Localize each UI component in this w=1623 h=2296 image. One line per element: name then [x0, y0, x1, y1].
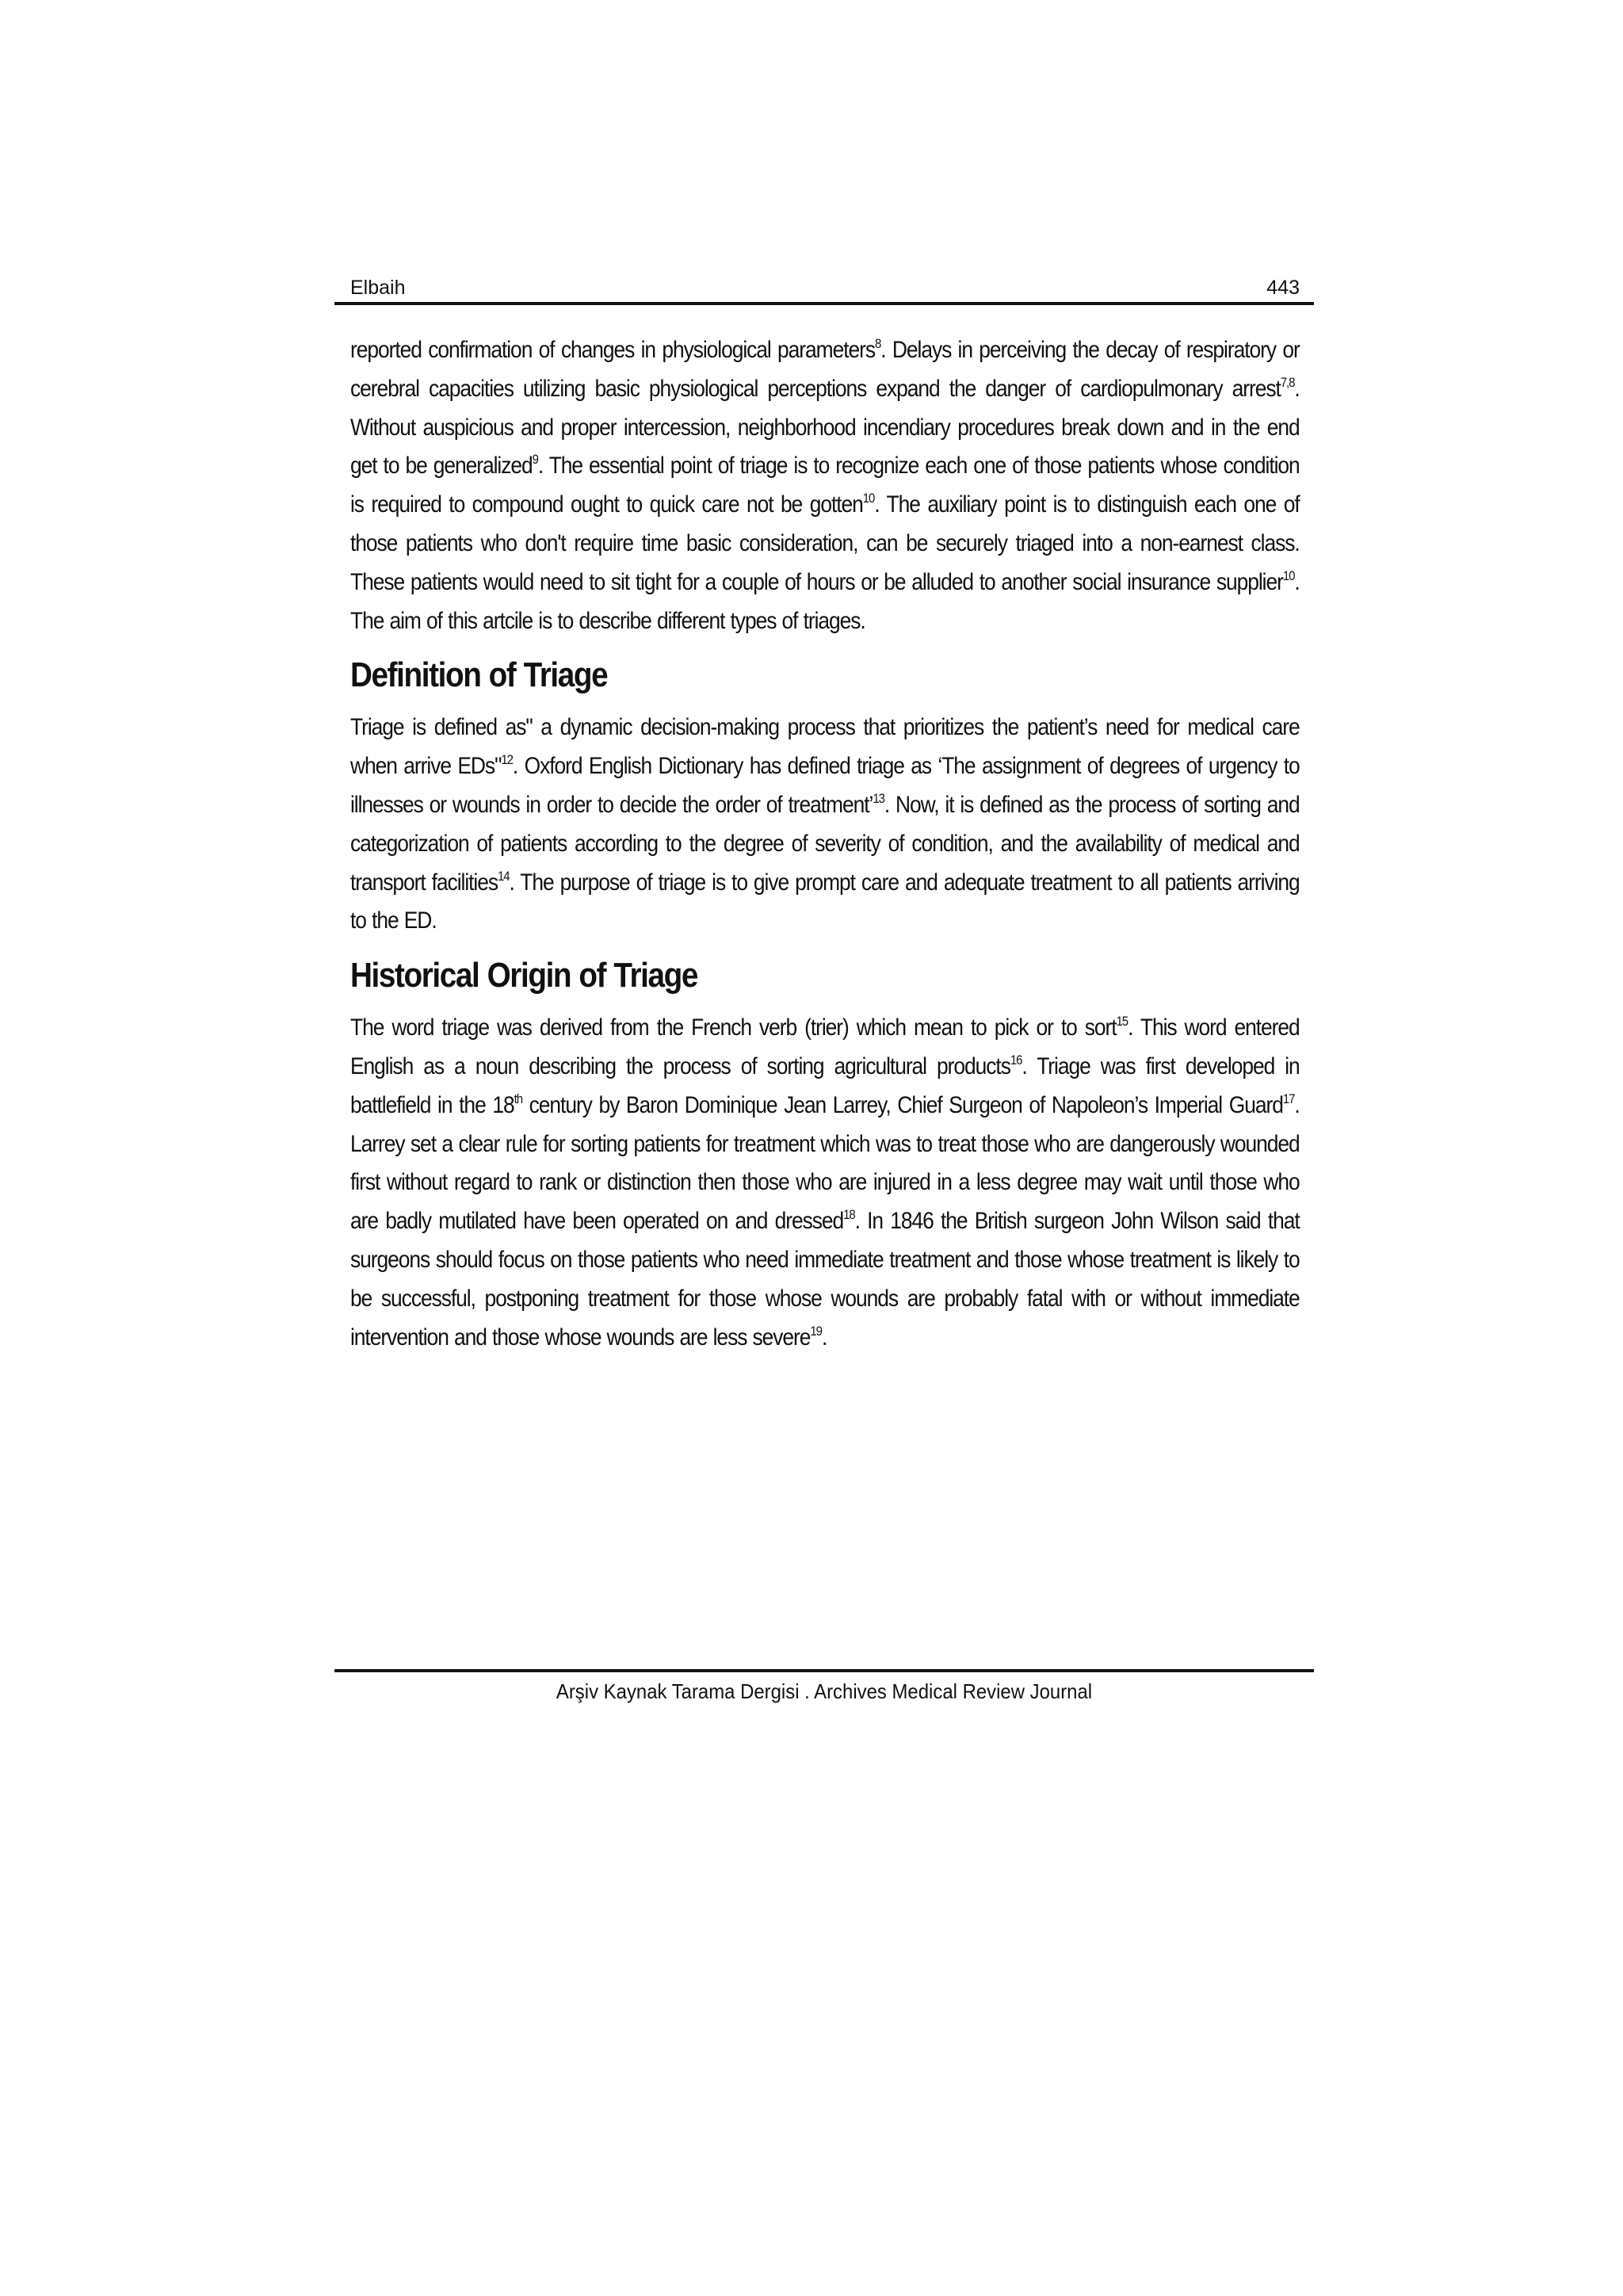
citation-ref: 9 — [532, 452, 538, 468]
text-run: reported confirmation of changes in physiological parameters — [350, 337, 876, 363]
citation-ref: 10 — [1282, 567, 1295, 583]
citation-ref: 12 — [501, 752, 513, 768]
footer-rule — [334, 1669, 1314, 1672]
section-heading-history: Historical Origin of Triage — [350, 956, 697, 995]
text-run: . Larrey set a clear rule for sorting patients for treatment which was to treat those who are dangerously wounded first without regard to rank or distinction then those who are injured in a less degree may wait until those who are badly mutilated have been operated on and dressed — [350, 1091, 1300, 1235]
citation-ref: 7,8 — [1280, 374, 1295, 390]
page-number: 443 — [1266, 277, 1300, 299]
citation-ref: 18 — [843, 1207, 855, 1223]
text-run: The word triage was derived from the French verb (trier) which mean to pick or to sort — [350, 1014, 1117, 1041]
citation-ref: 13 — [873, 790, 884, 806]
running-header — [334, 274, 1314, 301]
citation-ref: 17 — [1282, 1091, 1295, 1106]
text-run: . Delays in perceiving the decay of respiratory or cerebral capacities utilizing basic physiological perceptions expand the danger of cardiopulmonary arrest — [350, 337, 1300, 402]
running-header-author: Elbaih — [350, 277, 406, 299]
text-run: . The purpose of triage is to give prompt care and adequate treatment to all patients arriving to the ED. — [350, 869, 1300, 934]
text-run: . The essential point of triage is to recognize each one of those patients whose condition is required to compound ought to quick care not be gotten — [350, 453, 1300, 518]
text-run: . The aim of this artcile is to describe different types of triages. — [350, 568, 1300, 634]
text-run: . — [821, 1324, 827, 1350]
text-run: . Triage was first developed in battlefield in the 18 — [350, 1052, 1300, 1118]
text-run: Triage is defined as" a dynamic decision-making process that prioritizes the patient’s need for medical care when arrive EDs" — [350, 714, 1300, 780]
text-run: . Oxford English Dictionary has defined triage as ‘The assignment of degrees of urgency to illnesses or wounds in order to decide the order of treatment’ — [350, 753, 1300, 818]
header-rule — [334, 302, 1314, 305]
paragraph-history — [350, 1009, 1300, 1357]
text-run: . Now, it is defined as the process of sorting and categorization of patients according to the degree of severity of condition, and the availability of medical and transport facilities — [350, 791, 1300, 896]
text-run: . This word entered English as a noun describing the process of sorting agricultural products — [350, 1014, 1300, 1079]
paragraph-definition — [350, 709, 1300, 941]
citation-ref: 10 — [862, 491, 875, 506]
ordinal-suffix: th — [514, 1091, 522, 1106]
citation-ref: 14 — [497, 868, 510, 884]
section-heading-definition: Definition of Triage — [350, 655, 608, 695]
citation-ref: 16 — [1010, 1052, 1022, 1068]
footer-journal-name: Arşiv Kaynak Tarama Dergisi . Archives Medical Review Journal — [556, 1679, 1093, 1703]
text-run: . The auxiliary point is to distinguish each one of those patients who don't require time basic consideration, can be securely triaged into a non-earnest class. These patients would need to sit tight for a couple of hours or be alluded to another social insurance supplier — [350, 491, 1300, 595]
article-body — [350, 331, 1300, 1357]
paragraph-intro — [350, 331, 1300, 640]
text-run: . In 1846 the British surgeon John Wilson said that surgeons should focus on those patients who need immediate treatment and those whose treatment is likely to be successful, postponing treatment for those whose wounds are probably fatal with or without immediate intervention and those whose wounds are less severe — [350, 1208, 1300, 1350]
citation-ref: 8 — [875, 336, 881, 351]
citation-ref: 19 — [810, 1323, 822, 1339]
text-run: . Without auspicious and proper intercession, neighborhood incendiary procedures break down and in the end get to be generalized — [350, 375, 1300, 479]
text-run: century by Baron Dominique Jean Larrey, Chief Surgeon of Napoleon’s Imperial Guard — [521, 1091, 1283, 1118]
citation-ref: 15 — [1116, 1014, 1128, 1030]
